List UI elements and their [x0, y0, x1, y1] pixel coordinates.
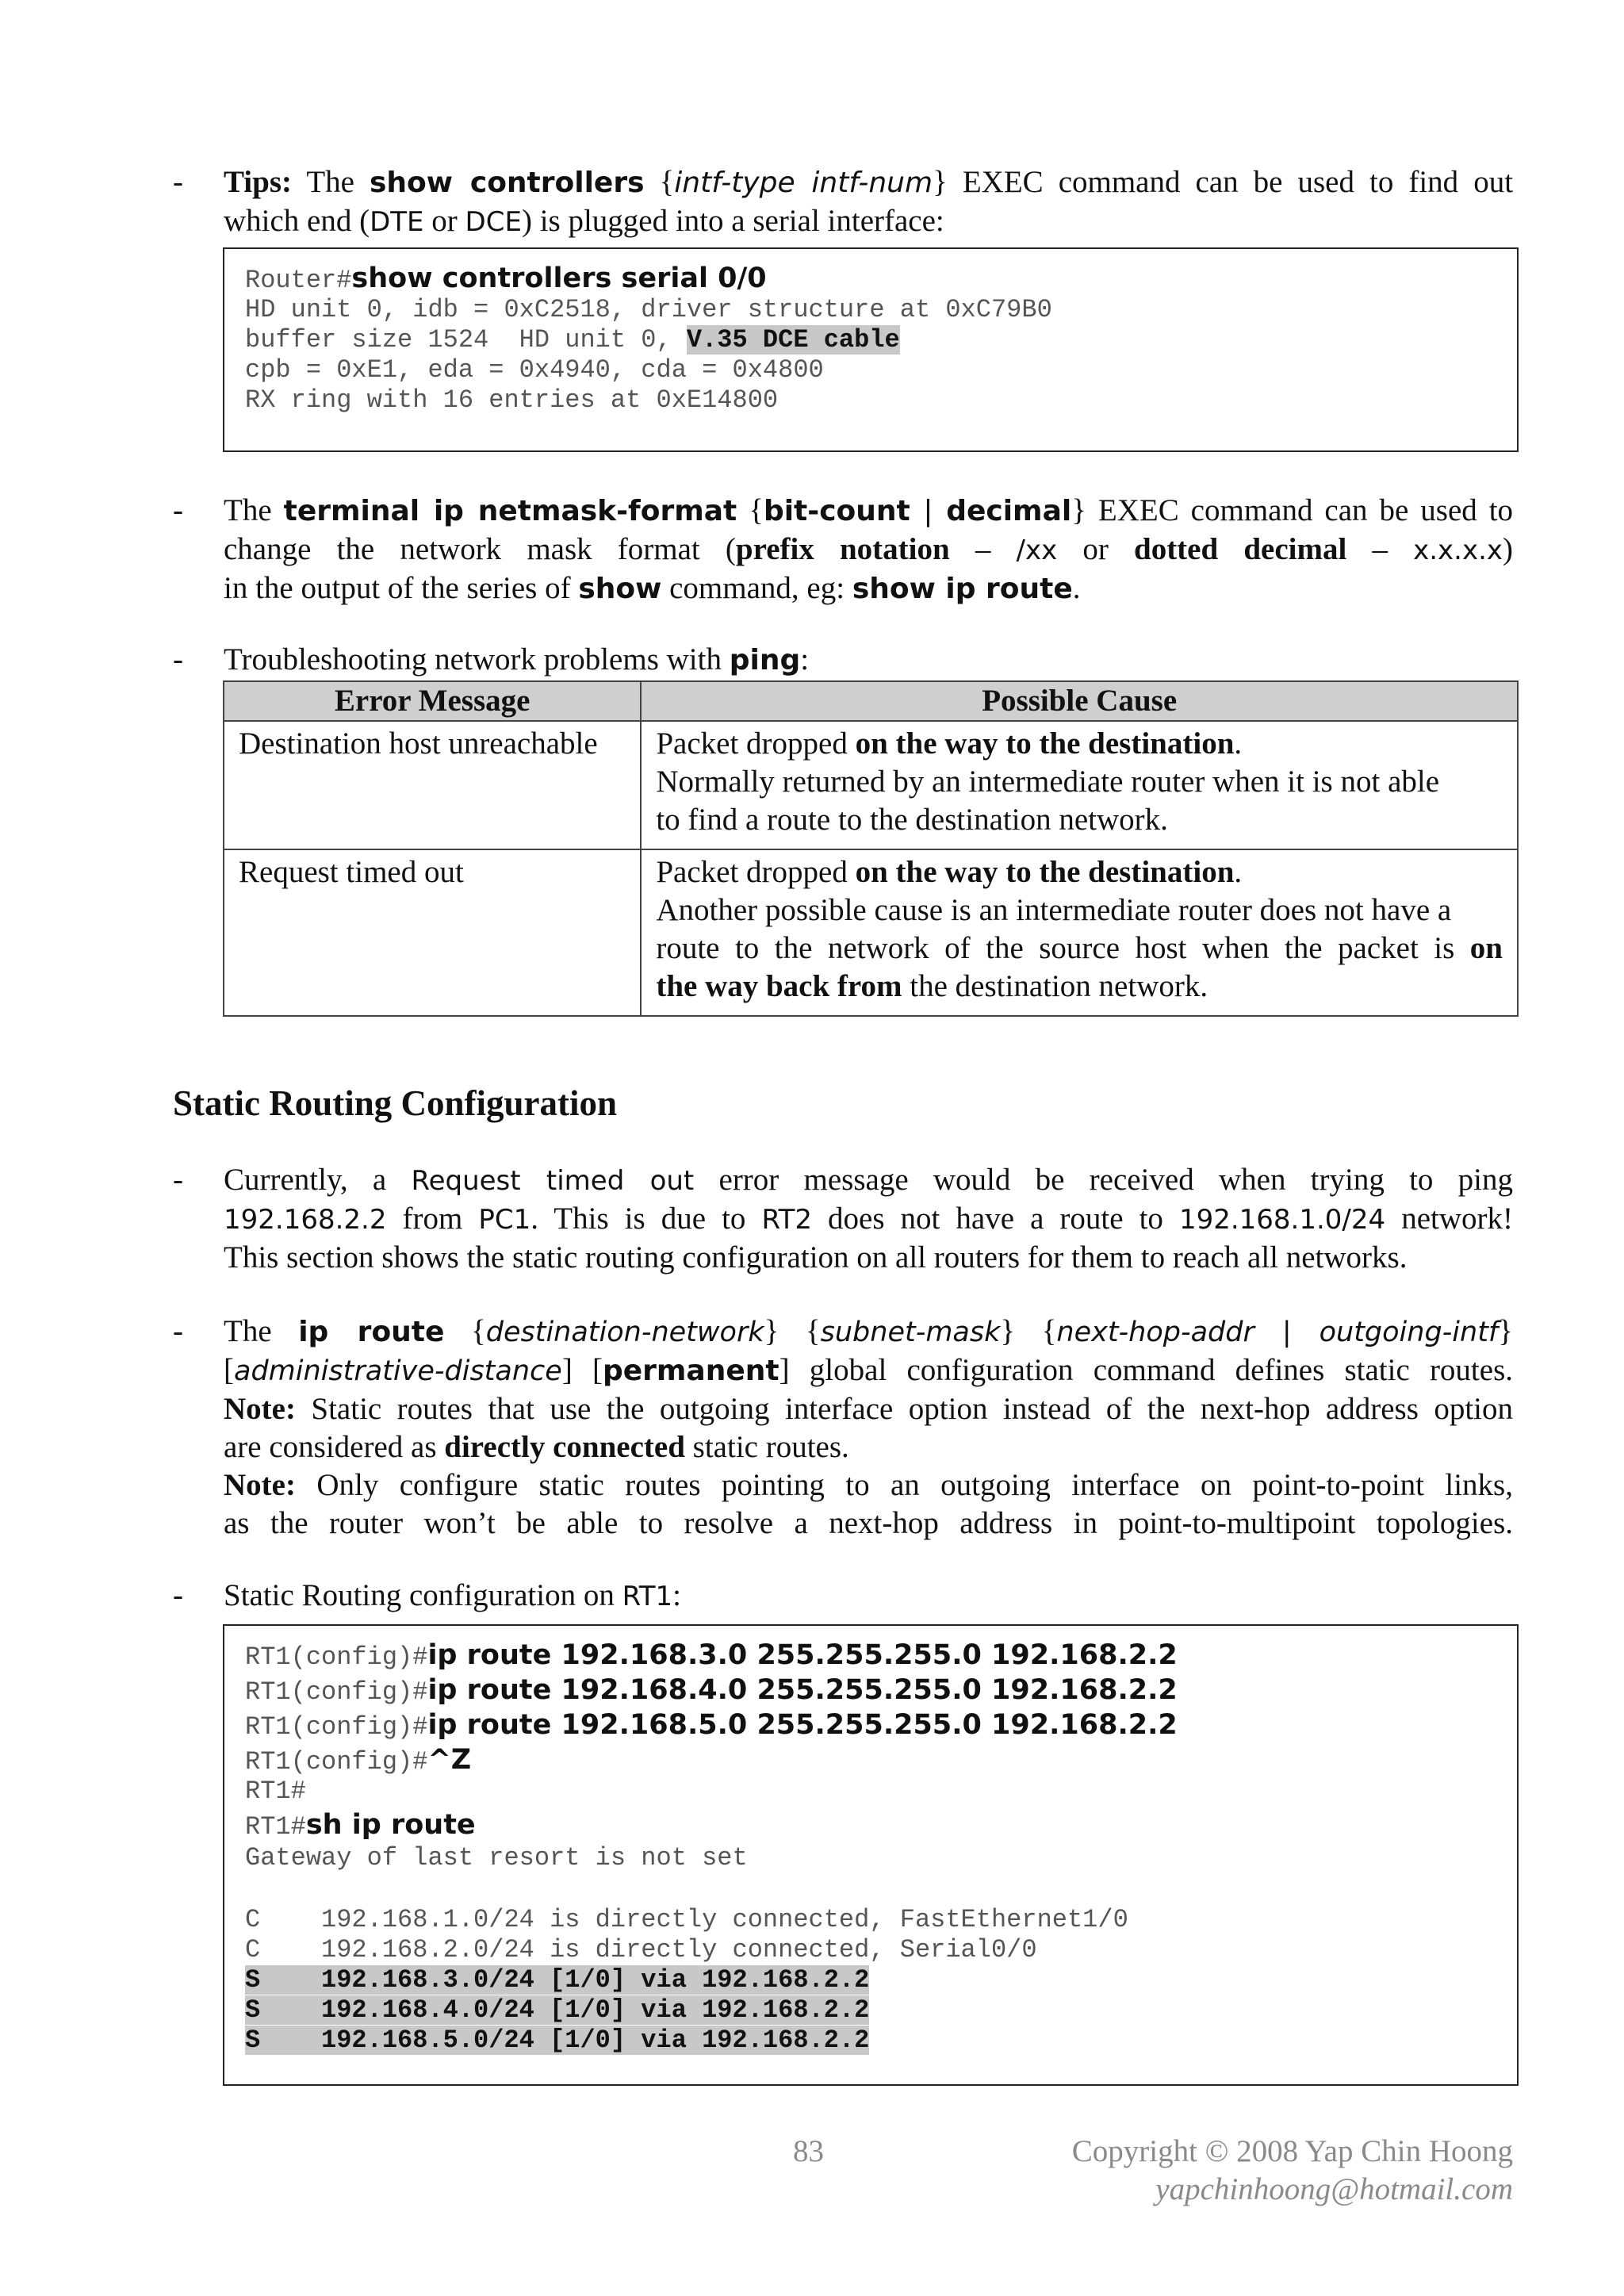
text: | [1254, 1317, 1320, 1348]
cause-line: Normally returned by an intermediate router when it is not able [656, 765, 1440, 799]
text: Only configure static routes pointing to an outgoing interface on point-to-point links, [295, 1468, 1513, 1502]
text: change the network mask format ( [224, 532, 736, 566]
copyright: Copyright © 2008 Yap Chin Hoong [1071, 2134, 1513, 2168]
text: { [749, 493, 764, 527]
text: EXEC command can be used to find out [962, 165, 1514, 199]
prompt: RT1(config)# [245, 1677, 428, 1707]
bold-term: dotted decimal [1134, 532, 1347, 566]
currently-line-1 [224, 1161, 1513, 1200]
text: The [224, 1314, 272, 1348]
command: ip route 192.168.4.0 255.255.255.0 192.168.2.2 [427, 1674, 1178, 1706]
table-row [224, 721, 1518, 849]
text: – [949, 532, 1017, 566]
cause-line [656, 968, 1503, 1006]
route-entry [245, 1965, 869, 1995]
code-term: PC1 [478, 1204, 531, 1236]
ping-line [224, 641, 1513, 680]
rt1-line [224, 1577, 1513, 1616]
iproute-line-6: as the router won’t be able to resolve a next-hop address in point-to-multipoint topologies. [224, 1506, 1513, 1540]
netmask-paragraph [224, 492, 1513, 608]
code-line [245, 325, 900, 355]
bold-term: on [1469, 931, 1503, 965]
command-arg: destination-network [485, 1317, 764, 1348]
text: . [1072, 571, 1081, 605]
text: static routes. [684, 1430, 849, 1464]
prompt: RT1# [245, 1812, 306, 1842]
text: which end ( [224, 204, 370, 238]
page-number: 83 [793, 2134, 824, 2168]
text: in the output of the series of [224, 571, 579, 605]
email: yapchinhoong@hotmail.com [1155, 2172, 1513, 2206]
text: . This is due to [530, 1202, 762, 1236]
text: The [224, 493, 272, 527]
text: { [659, 165, 675, 199]
bold-term: prefix notation [735, 532, 950, 566]
command: ip route 192.168.3.0 255.255.255.0 192.168.2.2 [427, 1639, 1178, 1671]
cause-cell [641, 721, 1518, 849]
tips-line-2 [224, 202, 1513, 241]
code-line: RT1# [245, 1777, 306, 1806]
bold-term: directly connected [444, 1430, 685, 1464]
currently-line-3: This section shows the static routing configuration on all routers for them to reach all networks. [224, 1240, 1408, 1274]
cause-cell [641, 849, 1518, 1016]
command: ping [729, 644, 801, 677]
text: Static routes that use the outgoing interface option instead of the next-hop address option [295, 1392, 1513, 1426]
section-heading: Static Routing Configuration [173, 1083, 618, 1123]
ping-intro [224, 641, 1513, 680]
text: | [910, 495, 947, 527]
highlighted-route: S 192.168.3.0/24 [1/0] via 192.168.2.2 [245, 1965, 870, 1995]
command-option: bit-count [763, 495, 910, 527]
text: route to the network of the source host when the packet is [656, 931, 1470, 965]
bullet: - [173, 493, 183, 527]
highlighted-route: S 192.168.5.0/24 [1/0] via 192.168.2.2 [245, 2026, 870, 2055]
text: . [1234, 726, 1243, 761]
command-option: permanent [602, 1355, 779, 1387]
text: } [933, 165, 948, 199]
text: global configuration command defines static routes. [789, 1353, 1513, 1387]
note-label: Note: [224, 1392, 296, 1426]
bullet: - [173, 165, 183, 199]
text: } [1071, 493, 1086, 527]
text: network! [1385, 1202, 1513, 1236]
command: show controllers serial 0/0 [351, 263, 767, 294]
bullet: - [173, 1314, 183, 1348]
prompt: RT1(config)# [245, 1747, 428, 1777]
code-block-rt1-config [223, 1624, 1519, 2086]
error-cell: Request timed out [224, 849, 641, 1016]
code-term: /xx [1016, 535, 1058, 566]
bold-term: on the way to the destination [855, 726, 1235, 761]
netmask-line-2 [224, 531, 1513, 569]
table-header-row [224, 681, 1518, 721]
code-term: Request timed out [411, 1165, 695, 1197]
highlighted-text: V.35 DCE cable [686, 325, 900, 355]
text: are considered as [224, 1430, 445, 1464]
iproute-line-5 [224, 1466, 1513, 1504]
column-header: Error Message [224, 681, 641, 721]
text: or [1057, 532, 1134, 566]
tips-label: Tips: [224, 165, 292, 199]
command: show [578, 573, 662, 605]
text: error message would be received when trying to ping [694, 1163, 1513, 1197]
code-term: DCE [465, 206, 522, 238]
cause-line [656, 930, 1503, 968]
code-line [245, 1640, 1178, 1673]
bold-term: on the way to the destination [855, 855, 1235, 889]
error-cell: Destination host unreachable [224, 721, 641, 849]
text: – [1346, 532, 1414, 566]
code-line: cpb = 0xE1, eda = 0x4940, cda = 0x4800 [245, 355, 824, 385]
iproute-line-4 [224, 1428, 1513, 1466]
cause-line [656, 853, 1503, 891]
code-line [245, 263, 767, 296]
text: buffer size 1524 HD unit 0, [245, 325, 687, 355]
code-line [245, 1710, 1178, 1742]
text: does not have a route to [812, 1202, 1179, 1236]
command: show controllers [370, 167, 645, 199]
command-arg: subnet-mask [820, 1317, 1001, 1348]
netmask-line-1 [224, 492, 1513, 531]
prompt: RT1(config)# [245, 1642, 428, 1672]
rt1-intro [224, 1577, 1513, 1616]
command-arg: administrative-distance [234, 1355, 562, 1387]
prompt: RT1(config)# [245, 1712, 428, 1742]
command: show ip route [852, 573, 1073, 605]
text: : [672, 1578, 682, 1612]
code-line [245, 1810, 476, 1842]
text: the destination network. [902, 969, 1208, 1003]
iproute-line-3 [224, 1390, 1513, 1428]
note-label: Note: [224, 1468, 296, 1502]
text: Packet dropped [656, 726, 856, 761]
code-line: RX ring with 16 entries at 0xE14800 [245, 385, 779, 415]
text: Static Routing configuration on [224, 1578, 622, 1612]
highlighted-route: S 192.168.4.0/24 [1/0] via 192.168.2.2 [245, 1995, 870, 2025]
bullet: - [173, 1578, 183, 1612]
currently-paragraph [224, 1161, 1513, 1277]
cause-line: Another possible cause is an intermediate router does not have a [656, 893, 1452, 927]
text: Troubleshooting network problems with [224, 642, 730, 677]
command: ip route 192.168.5.0 255.255.255.0 192.168.2.2 [427, 1709, 1178, 1741]
iproute-line-1: The ip route {destination-network} {subnet-mask} {next-hop-addr | outgoing-intf} [224, 1314, 1513, 1348]
command-option: decimal [946, 495, 1072, 527]
route-entry: C 192.168.1.0/24 is directly connected, FastEthernet1/0 [245, 1905, 1128, 1934]
code-line: Gateway of last resort is not set [245, 1843, 748, 1872]
bold-term: the way back from [656, 969, 902, 1003]
text: from [386, 1202, 479, 1236]
text: command, eg: [661, 571, 852, 605]
text: The [306, 165, 354, 199]
command: ip route [298, 1316, 445, 1348]
command-arg: outgoing-intf [1319, 1317, 1499, 1348]
command: sh ip route [305, 1809, 476, 1841]
route-entry: C 192.168.2.0/24 is directly connected, Serial0/0 [245, 1935, 1037, 1964]
netmask-line-3 [224, 569, 1513, 608]
text: . [1234, 855, 1243, 889]
route-entry [245, 2026, 869, 2056]
iproute-paragraph [224, 1313, 1513, 1543]
tips-paragraph [224, 163, 1513, 241]
code-term: 192.168.1.0/24 [1178, 1204, 1386, 1236]
command-arg: next-hop-addr [1056, 1317, 1254, 1348]
text: Packet dropped [656, 855, 856, 889]
bullet: - [173, 1163, 183, 1197]
ping-error-table [223, 680, 1519, 1017]
text: Currently, a [224, 1163, 412, 1197]
code-term: RT2 [761, 1204, 812, 1236]
code-term: x.x.x.x [1413, 535, 1503, 566]
code-line [245, 1675, 1178, 1708]
command: terminal ip netmask-format [283, 495, 737, 527]
code-line [245, 1745, 471, 1777]
cause-line: to find a route to the destination network. [656, 803, 1168, 837]
route-entry [245, 1995, 869, 2026]
cause-line [656, 725, 1503, 763]
code-block-show-controllers [223, 247, 1519, 452]
command-args: intf-type intf-num [674, 167, 933, 199]
text: ) [1503, 532, 1514, 566]
tips-line-1 [224, 163, 1513, 202]
command: ^Z [427, 1744, 472, 1776]
code-line: HD unit 0, idb = 0xC2518, driver structure at 0xC79B0 [245, 295, 1052, 324]
code-term: DTE [370, 206, 424, 238]
text: or [423, 204, 465, 238]
currently-line-2 [224, 1200, 1513, 1239]
bullet: - [173, 642, 183, 677]
code-term: 192.168.2.2 [224, 1204, 387, 1236]
column-header: Possible Cause [641, 681, 1518, 721]
table-row [224, 849, 1518, 1016]
code-term: RT1 [622, 1581, 673, 1612]
prompt: Router# [245, 266, 352, 295]
text: EXEC command can be used to [1097, 493, 1514, 527]
text: ) is plugged into a serial interface: [521, 204, 944, 238]
iproute-line-2: [administrative-distance] [permanent] global configuration command defines static routes. [224, 1353, 1513, 1387]
text: : [800, 642, 810, 677]
